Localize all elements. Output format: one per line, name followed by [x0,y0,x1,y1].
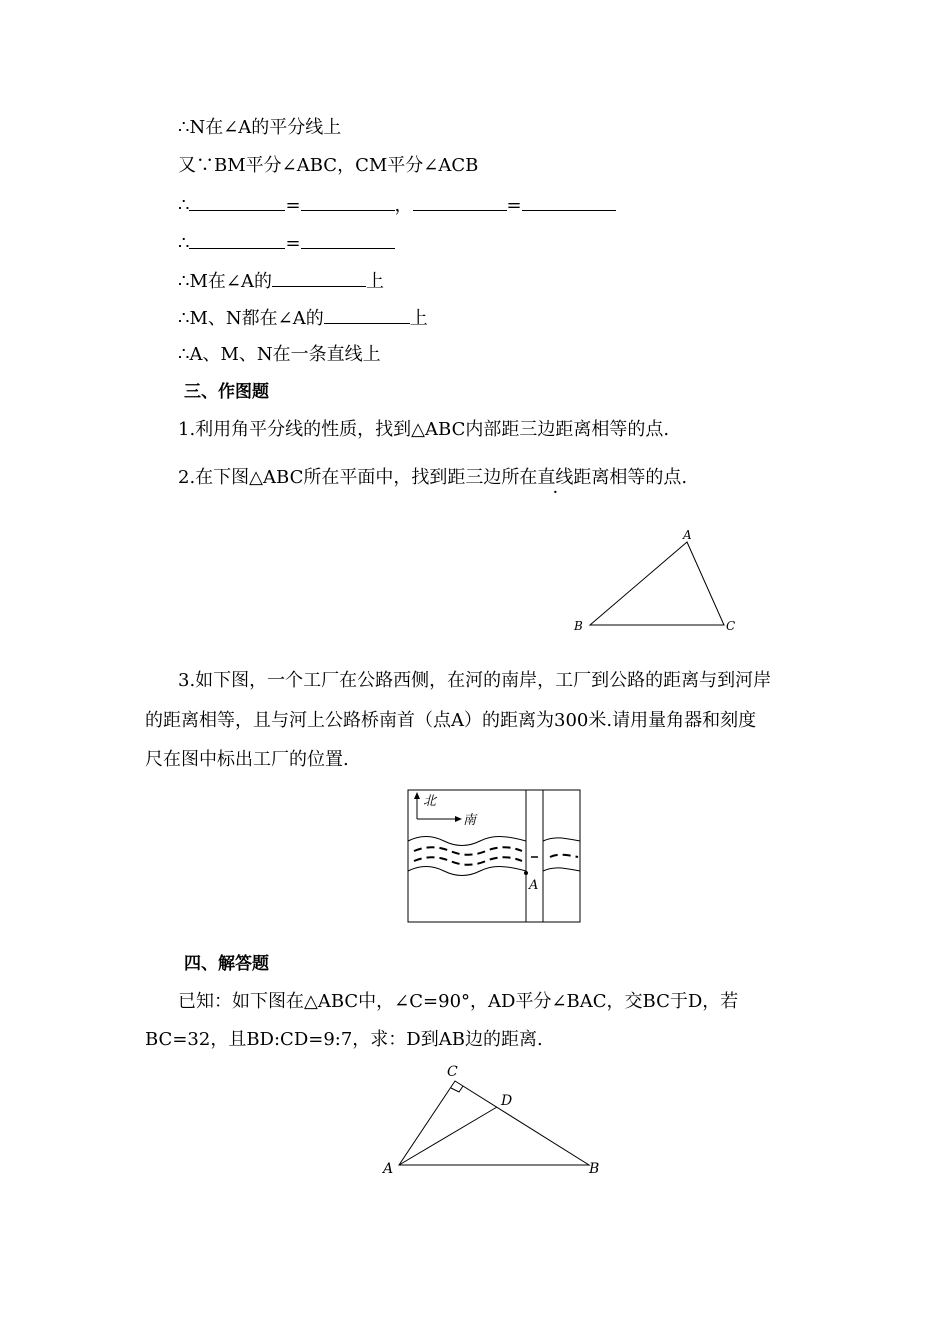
question-1: 1.利用角平分线的性质，找到△ABC内部距三边距离相等的点. [178,419,670,440]
right-angle-mark [451,1086,463,1092]
river-south-bank-east [543,868,580,871]
vertex-a-label: A [383,1161,394,1177]
proof-line-5-prefix: ∴M在∠A的 [178,271,272,292]
proof-line-6-suffix: 上 [409,308,428,329]
question-3-line-2: 的距离相等，且与河上公路桥南首（点A）的距离为300米.请用量角器和刻度 [145,710,757,731]
answer-blank[interactable] [189,230,285,249]
proof-line-2: 又∵BM平分∠ABC，CM平分∠ACB [178,155,479,176]
proof-line-3 [178,192,616,218]
water-line-3 [550,855,578,857]
question-2-before: 2.在下图△ABC所在平面中，找到距三边所在 [178,467,538,488]
answer-blank[interactable] [324,305,410,324]
question-3-line-1: 3.如下图，一个工厂在公路西侧，在河的南岸，工厂到公路的距离与到河岸 [178,670,772,691]
point-a-label: A [529,878,539,893]
north-label: 北 [423,794,437,809]
equals-sign: = [285,195,301,216]
question-2-after: 距离相等的点. [573,467,688,488]
proof-line-5 [178,268,384,294]
answer-blank[interactable] [413,192,507,211]
answer-blank[interactable] [522,192,616,211]
bisector-ad [399,1107,497,1165]
river-south-bank [408,867,526,876]
proof-line-1: ∴N在∠A的平分线上 [178,117,342,138]
section4-line-1: 已知：如下图在△ABC中，∠C=90°，AD平分∠BAC，交BC于D，若 [178,991,739,1012]
question-2-emphasis: 直线 [537,467,574,488]
answer-blank[interactable] [272,268,366,287]
proof-line-5-suffix: 上 [365,271,384,292]
triangle-abc [590,542,724,625]
proof-line-7: ∴A、M、N在一条直线上 [178,344,381,365]
south-label: 南 [463,813,477,828]
right-triangle-figure [375,1058,615,1183]
section4-line-2: BC=32，且BD:CD=9:7，求：D到AB边的距离. [145,1029,543,1050]
vertex-b-label: B [574,619,583,633]
answer-blank[interactable] [301,230,395,249]
vertex-c-label: C [726,619,736,633]
river-north-bank-east [543,838,580,841]
proof-line-6 [178,305,428,331]
triangle-figure-1 [560,520,760,640]
question-2 [178,466,687,490]
north-arrowhead-icon [414,792,420,799]
vertex-d-label: D [501,1093,513,1109]
proof-line-4-prefix: ∴ [178,233,190,254]
south-arrowhead-icon [455,816,462,822]
river-north-bank [408,837,526,846]
question-3-line-3: 尺在图中标出工厂的位置. [145,749,349,770]
vertex-c-label: C [447,1064,458,1080]
triangle-abc-right [399,1081,589,1165]
vertex-b-label: B [589,1161,600,1177]
water-line-2 [414,857,522,865]
answer-blank[interactable] [189,192,285,211]
proof-line-3-prefix: ∴ [178,195,190,216]
point-a [524,871,528,875]
proof-line-6-prefix: ∴M、N都在∠A的 [178,308,324,329]
proof-line-4 [178,230,395,256]
equals-sign: = [506,195,522,216]
river-map-figure [400,783,590,933]
section4-heading: 四、解答题 [184,954,269,974]
vertex-a-label: A [683,528,692,542]
equals-sign: = [285,233,301,254]
comma: ， [394,195,413,216]
answer-blank[interactable] [301,192,395,211]
water-line-1 [414,847,522,855]
section3-heading: 三、作图题 [184,382,269,402]
